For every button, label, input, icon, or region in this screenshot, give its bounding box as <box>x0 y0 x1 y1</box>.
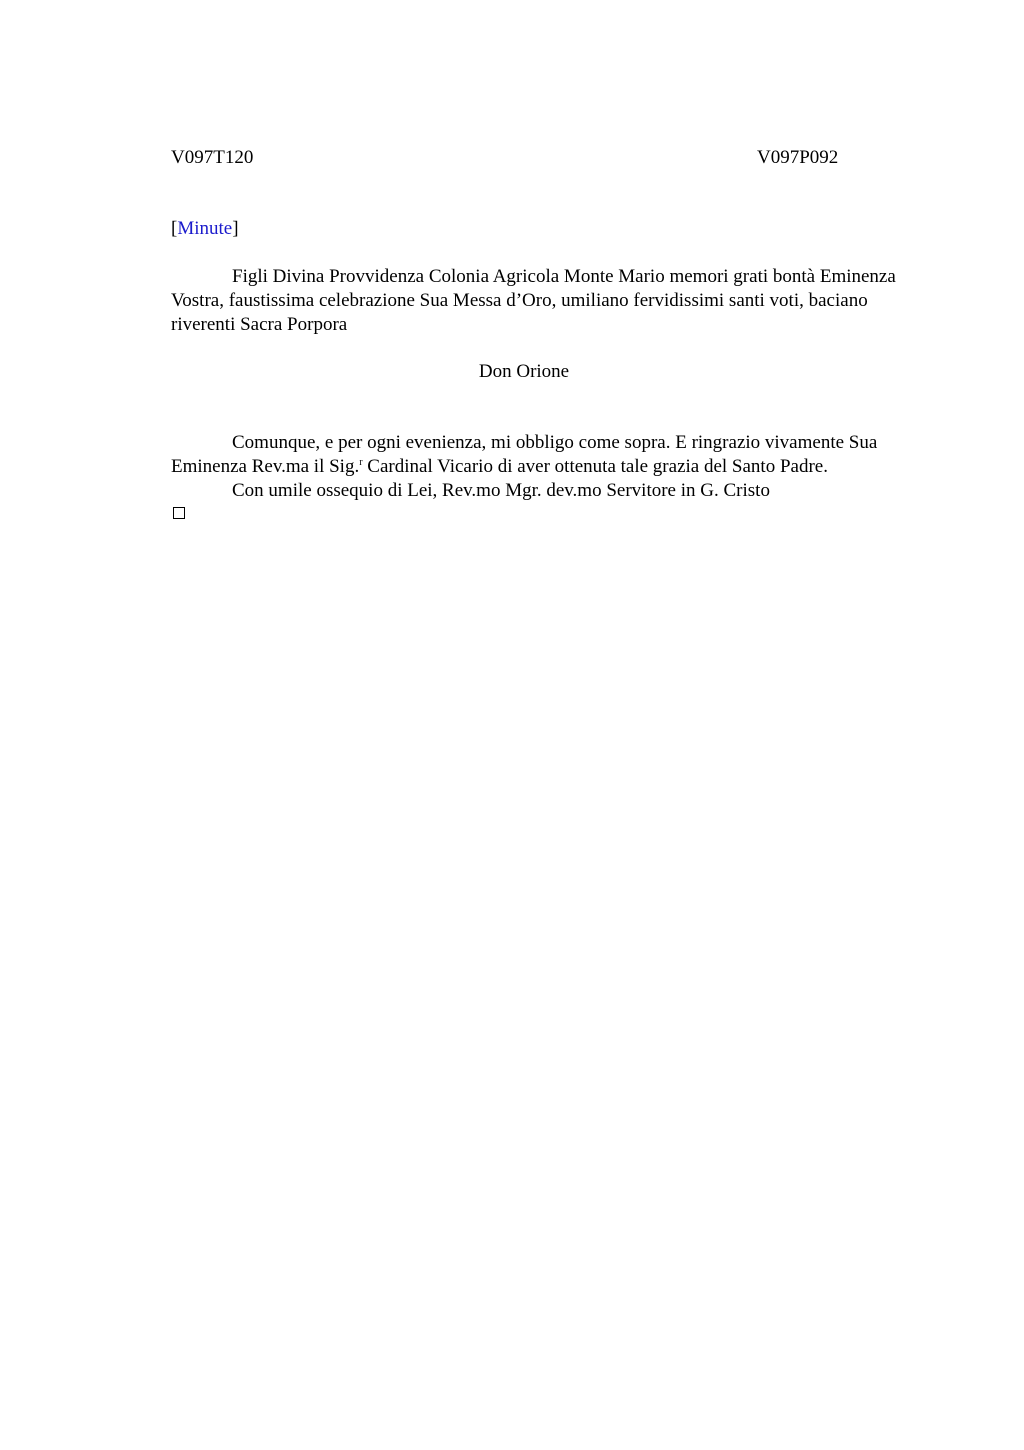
open-bracket: [ <box>171 218 178 239</box>
minute-text-after: Cardinal Vicario di aver ottenuta tale grazia del Santo Padre. <box>362 456 828 477</box>
superscript-r: r <box>359 457 363 468</box>
square-box-icon <box>173 507 185 519</box>
telegram-paragraph <box>171 265 931 337</box>
volume-code-left: V097T120 <box>171 147 254 168</box>
minute-link[interactable]: Minute <box>177 218 233 239</box>
volume-code-right: V097P092 <box>757 147 839 168</box>
minute-line-1 <box>171 431 931 479</box>
signature: Don Orione <box>478 361 570 382</box>
minute-line-2: Con umile ossequio di Lei, Rev.mo Mgr. dev.mo Servitore in G. Cristo <box>232 480 770 501</box>
telegram-text: Figli Divina Provvidenza Colonia Agricola Monte Mario memori grati bontà Eminenza Vostra, faustissima celebrazione Sua Messa d’Oro, umiliano fervidissimi santi voti, baciano riverenti Sacra Porpora <box>171 266 896 335</box>
minute-text-before: Comunque, e per ogni evenienza, mi obbligo come sopra. E ringrazio vivamente Sua Eminenza Rev.ma il Sig. <box>171 432 878 477</box>
section-tag <box>171 217 239 241</box>
minute-paragraph <box>171 431 931 503</box>
close-bracket: ] <box>232 218 239 239</box>
